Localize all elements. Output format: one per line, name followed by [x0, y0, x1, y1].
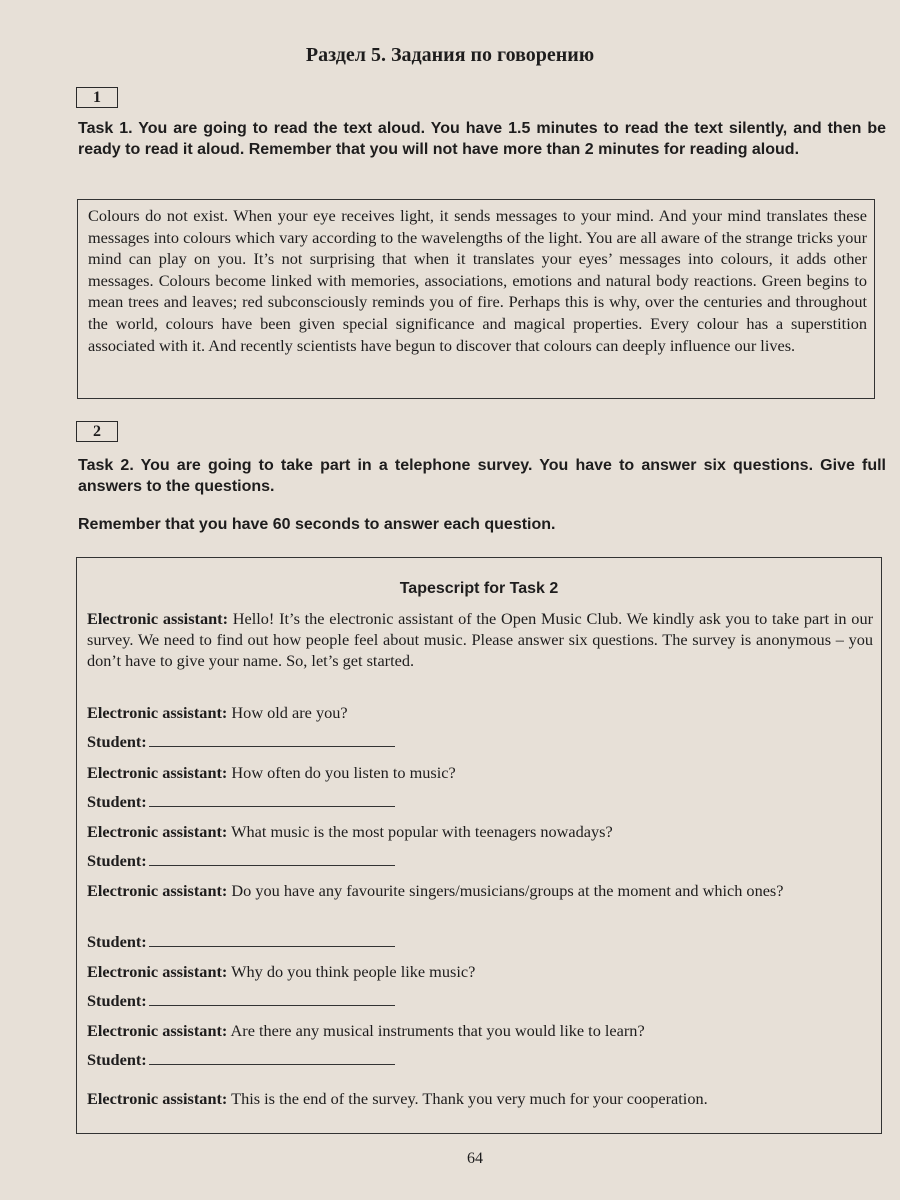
assistant-question-1	[87, 702, 873, 723]
student-answer-6	[87, 1049, 873, 1070]
speaker-label: Electronic assistant:	[87, 763, 228, 782]
tapescript-box	[76, 557, 882, 1134]
answer-blank	[149, 932, 395, 947]
speaker-label: Electronic assistant:	[87, 881, 228, 900]
answer-blank	[149, 851, 395, 866]
speaker-label: Electronic assistant:	[87, 609, 229, 628]
answer-blank	[149, 991, 395, 1006]
student-label: Student:	[87, 851, 147, 870]
student-answer-3	[87, 850, 873, 871]
task-2-reminder: Remember that you have 60 seconds to answer each question.	[78, 516, 556, 533]
student-answer-4	[87, 931, 873, 952]
assistant-question-5	[87, 961, 873, 982]
assistant-intro	[87, 608, 873, 671]
assistant-question-4	[87, 880, 873, 901]
question-text: Are there any musical instruments that you would like to learn?	[230, 1021, 645, 1040]
student-label: Student:	[87, 932, 147, 951]
student-label: Student:	[87, 991, 147, 1010]
student-label: Student:	[87, 732, 147, 751]
student-answer-1	[87, 731, 873, 752]
speaker-label: Electronic assistant:	[87, 1089, 228, 1108]
intro-text: Hello! It’s the electronic assistant of the Open Music Club. We kindly ask you to take part in our survey. We need to find out how people feel about music. Please answer six questions. The survey is anonymous – you don’t have to give your name. So, let’s get started.	[87, 609, 874, 670]
task-2-number: 2	[76, 421, 118, 442]
answer-blank	[149, 792, 395, 807]
assistant-question-2	[87, 762, 873, 783]
task-1-instruction: Task 1. You are going to read the text aloud. You have 1.5 minutes to read the text silently, and then be ready to read it aloud. Remember that you will not have more than 2 minutes for reading aloud.	[78, 120, 886, 158]
question-text: How often do you listen to music?	[231, 763, 456, 782]
speaker-label: Electronic assistant:	[87, 962, 228, 981]
task-2-instruction: Task 2. You are going to take part in a telephone survey. You have to answer six questions. Give full answers to the questions.	[78, 457, 886, 495]
student-label: Student:	[87, 1050, 147, 1069]
closing-text: This is the end of the survey. Thank you very much for your cooperation.	[231, 1089, 708, 1108]
student-answer-5	[87, 990, 873, 1011]
question-text: Why do you think people like music?	[231, 962, 476, 981]
question-text: How old are you?	[231, 703, 348, 722]
student-label: Student:	[87, 792, 147, 811]
speaker-label: Electronic assistant:	[87, 703, 228, 722]
speaker-label: Electronic assistant:	[87, 822, 228, 841]
speaker-label: Electronic assistant:	[87, 1021, 228, 1040]
tapescript-title: Tapescript for Task 2	[399, 580, 559, 597]
assistant-question-3	[87, 821, 873, 842]
student-answer-2	[87, 791, 873, 812]
reading-text: Colours do not exist. When your eye receives light, it sends messages to your mind. And your mind translates these messages into colours which vary according to the wavelengths of the light. You are all aware of the strange tricks your mind can play on you. It’s not surprising that when it translates your eyes’ messages into colours, it adds other messages. Colours become linked with memories, associations, emotions and natural body reactions. Green begins to mean trees and leaves; red subconsciously reminds you of fire. Perhaps this is why, over the centuries and throughout the world, colours have been given special significance and magical properties. Every colour has a superstition associated with it. And recently scientists have begun to discover that colours can deeply influence our lives.	[77, 199, 875, 399]
answer-blank	[149, 732, 395, 747]
question-text: Do you have any favourite singers/musicians/groups at the moment and which ones?	[231, 881, 784, 900]
section-heading: Раздел 5. Задания по говорению	[305, 44, 595, 66]
answer-blank	[149, 1050, 395, 1065]
task-1-number: 1	[76, 87, 118, 108]
question-text: What music is the most popular with teenagers nowadays?	[231, 822, 613, 841]
assistant-question-6	[87, 1020, 873, 1041]
page-number: 64	[467, 1150, 483, 1167]
assistant-closing	[87, 1088, 873, 1109]
